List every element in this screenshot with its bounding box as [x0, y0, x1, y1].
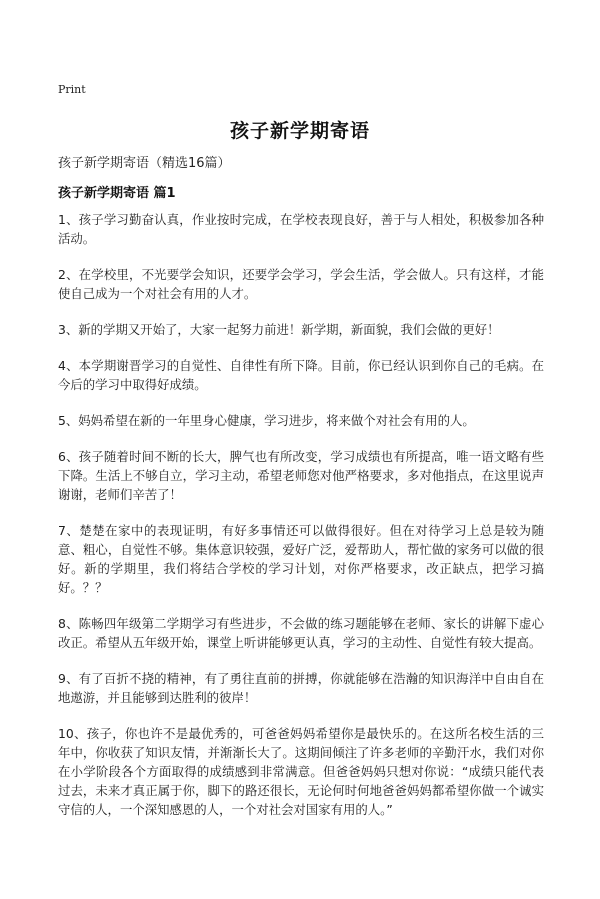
list-item: 10、孩子，你也许不是最优秀的，可爸爸妈妈希望你是最快乐的。在这所名校生活的三年中，你收获了知识友情，并渐渐长大了。这期间倾注了许多老师的辛勤汗水，我们对你在小学阶段各个方面取得的成绩感到非常满意。但爸爸妈妈只想对你说：“成绩只能代表过去，未来才真正属于你，脚下的路还很长，无论何时何地爸爸妈妈都希望你做一个诚实守信的人，一个深知感恩的人，一个对社会对国家有用的人。” — [58, 726, 544, 817]
list-item: 6、孩子随着时间不断的长大，脾气也有所改变，学习成绩也有所提高，唯一语文略有些下降。生活上不够自立，学习主动，希望老师您对他严格要求，多对他指点，在这里说声谢谢，老师们辛苦了！ — [58, 449, 544, 502]
list-item: 3、新的学期又开始了，大家一起努力前进！新学期，新面貌，我们会做的更好！ — [58, 322, 500, 337]
list-item: 7、楚楚在家中的表现证明，有好多事情还可以做得很好。但在对待学习上总是较为随意、粗心，自觉性不够。集体意识较强，爱好广泛，爱帮助人，帮忙做的家务可以做的很好。新的学期里，我们将结合学校的学习计划，对你严格要求，改正缺点，把学习搞好。？？ — [58, 523, 544, 595]
section-heading: 孩子新学期寄语 篇1 — [58, 186, 176, 201]
list-item: 9、有了百折不挠的精神，有了勇往直前的拼搏，你就能够在浩瀚的知识海洋中自由自在地遨游，并且能够到达胜利的彼岸！ — [58, 671, 544, 705]
list-item: 4、本学期谢晋学习的自觉性、自律性有所下降。目前，你已经认识到你自己的毛病。在今后的学习中取得好成绩。 — [58, 358, 544, 392]
document-title: 孩子新学期寄语 — [229, 120, 370, 142]
list-item: 8、陈畅四年级第二学期学习有些进步，不会做的练习题能够在老师、家长的讲解下虚心改正。希望从五年级开始，课堂上听讲能够更认真，学习的主动性、自觉性有较大提高。 — [58, 616, 544, 650]
list-item: 1、孩子学习勤奋认真，作业按时完成，在学校表现良好，善于与人相处，积极参加各种活动。 — [58, 212, 544, 246]
list-item: 5、妈妈希望在新的一年里身心健康，学习进步，将来做个对社会有用的人。 — [58, 413, 475, 428]
print-label: Print — [58, 83, 86, 96]
list-item: 2、在学校里，不光要学会知识，还要学会学习，学会生活，学会做人。只有这样，才能使自己成为一个对社会有用的人才。 — [58, 267, 544, 301]
document-subtitle: 孩子新学期寄语（精选16篇） — [58, 156, 231, 171]
message-list — [58, 210, 544, 836]
